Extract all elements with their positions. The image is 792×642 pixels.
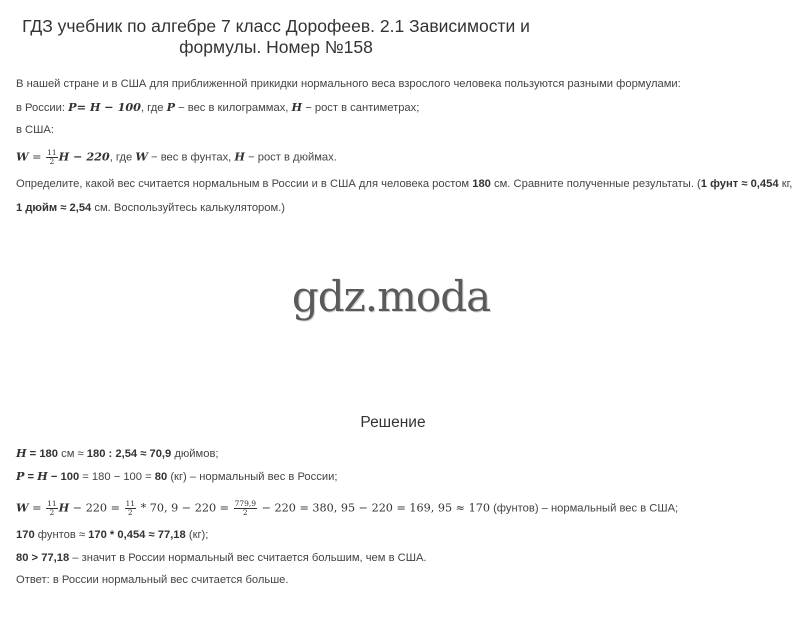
fraction-11-2-a: $\frac{11}{2}$ xyxy=(47,499,57,517)
var-p: P xyxy=(166,100,176,114)
usa-prefix: в США: xyxy=(16,124,54,136)
watermark-logo: gdz.moda xyxy=(291,272,491,321)
question-text-d: см. Воспользуйтесь калькулятором.) xyxy=(91,202,286,214)
solution-line-2: P = H − 100 = 180 − 100 = 80 (кг) – нормальный вес в России; xyxy=(16,469,338,483)
fraction-11-2-b: $\frac{11}{2}$ xyxy=(125,499,136,517)
usa-w-desc: − вес в фунтах, xyxy=(147,151,235,164)
usa-h-desc: − рост в дюймах. xyxy=(244,151,337,164)
page-title-line-1: ГДЗ учебник по алгебре 7 класс Дорофеев. 2.1 Зависимости и xyxy=(22,16,530,36)
fraction-779-2: $\frac{779,9}{2}$ xyxy=(234,499,257,517)
question-line-2 xyxy=(16,202,285,214)
task-intro: В нашей стране и в США для приближенной прикидки нормального веса взрослого человека пользуются разными формулами: xyxy=(16,78,681,90)
usa-h: H xyxy=(234,149,245,164)
russia-p-desc: − вес в килограммах, xyxy=(175,102,292,114)
solution-line-4: 170 фунтов ≈ 170 * 0,454 ≈ 77,18 (кг); xyxy=(16,529,209,541)
inch-definition: 1 дюйм ≈ 2,54 xyxy=(16,202,92,214)
usa-eq: = xyxy=(28,150,46,164)
page-title xyxy=(16,16,536,58)
solution-line-3: W = $\frac{11}{2}$ H − 220 = $\frac{11}{2}$ * 70, 9 − 220 = $\frac{779,9}{2}$ − 220 = 380, 95 − 220 = 169, 95 ≈ 170 (фунтов) – нормальный вес в США; xyxy=(16,499,679,517)
question-text-a: Определите, какой вес считается нормальным в России и в США для человека ростом xyxy=(16,178,473,190)
question-line-1 xyxy=(16,178,792,190)
usa-rest: H − 220 xyxy=(58,149,110,164)
usa-w: W xyxy=(16,149,29,164)
page-title-line-2: формулы. Номер №158 xyxy=(179,37,373,57)
russia-h-desc: − рост в сантиметрах; xyxy=(302,102,420,114)
var-h: H xyxy=(291,100,303,114)
russia-formula: P= H − 100 xyxy=(68,100,141,114)
answer-line: Ответ: в России нормальный вес считается больше. xyxy=(16,574,289,586)
pound-definition: 1 фунт ≈ 0,454 xyxy=(700,178,779,190)
height-value: 180 xyxy=(472,178,491,190)
usa-where: , где xyxy=(109,151,136,164)
solution-title: Решение xyxy=(360,414,426,431)
fraction-11-2: $\frac{11}{2}$ xyxy=(47,148,57,166)
usa-formula-line xyxy=(16,149,337,166)
russia-formula-line xyxy=(16,100,419,114)
russia-prefix: в России: xyxy=(16,102,69,114)
question-text-c: кг, xyxy=(778,178,792,190)
solution-line-5: 80 > 77,18 – значит в России нормальный вес считается большим, чем в США. xyxy=(16,552,427,564)
russia-suffix: , где xyxy=(140,102,167,114)
solution-line-1: H = 180 см ≈ 180 : 2,54 ≈ 70,9 дюймов; xyxy=(16,446,219,460)
usa-w-2: W xyxy=(135,149,148,164)
question-text-b: см. Сравните полученные результаты. ( xyxy=(490,178,701,190)
